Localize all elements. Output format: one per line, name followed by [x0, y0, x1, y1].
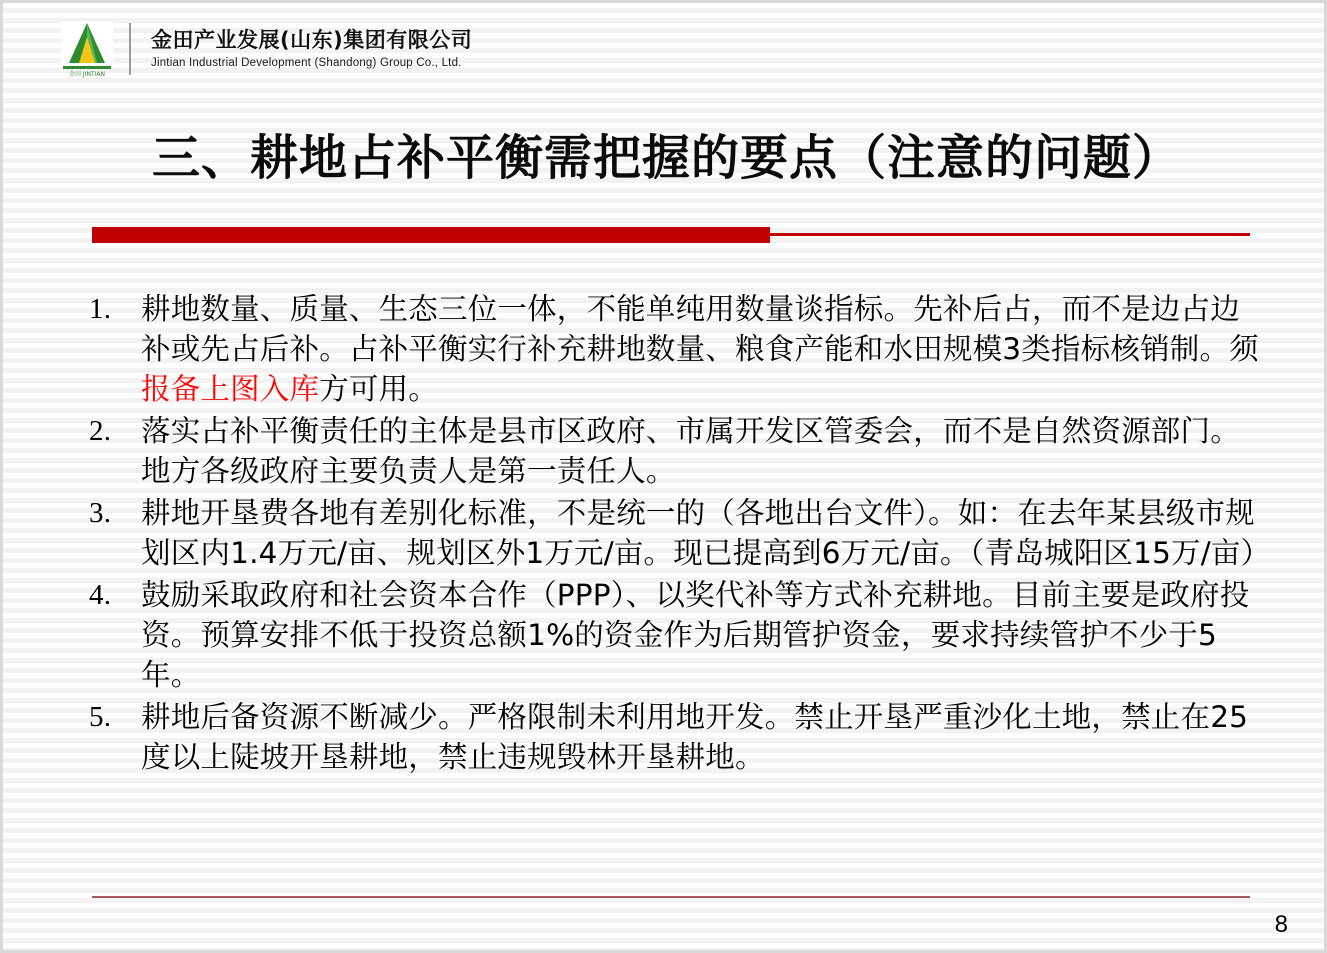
- list-item-text: [141, 414, 1240, 488]
- list-item-marker: 5.: [89, 701, 112, 733]
- logo-divider: [129, 23, 131, 75]
- company-name-block: [151, 27, 472, 68]
- list-item-marker: 4.: [89, 579, 112, 611]
- list-item-text: [141, 578, 1249, 692]
- underline-thin-bar: [770, 233, 1250, 236]
- plain-text: 方可用。: [319, 372, 439, 406]
- list-item: [89, 493, 1271, 573]
- page-number: 8: [1274, 911, 1288, 938]
- list-item-text: [141, 700, 1248, 774]
- list-item-marker: 1.: [89, 293, 112, 325]
- plain-text: 耕地开垦费各地有差别化标准，不是统一的（各地出台文件）。如：在去年某县级市规划区内1.4万元/亩、规划区外1万元/亩。现已提高到6万元/亩。（青岛城阳区15万/亩）: [141, 496, 1271, 570]
- list-item-text: [141, 496, 1270, 570]
- plain-text: 耕地后备资源不断减少。严格限制未利用地开发。禁止开垦严重沙化土地，禁止在25度以上陡坡开垦耕地，禁止违规毁林开垦耕地。: [141, 700, 1249, 774]
- list-item-text: [141, 292, 1259, 406]
- company-name-en: Jintian Industrial Development (Shandong) Group Co., Ltd.: [151, 56, 462, 69]
- plain-text: 鼓励采取政府和社会资本合作（PPP）、以奖代补等方式补充耕地。目前主要是政府投资。预算安排不低于投资总额1%的资金作为后期管护资金，要求持续管护不少于5年。: [141, 578, 1250, 692]
- footer-divider: [92, 896, 1250, 898]
- title-underline: [92, 227, 1250, 243]
- plain-text: 耕地数量、质量、生态三位一体，不能单纯用数量谈指标。先补后占，而不是边占边补或先占后补。占补平衡实行补充耕地数量、粮食产能和水田规模3类指标核销制。须: [141, 292, 1259, 366]
- jintian-pyramid-logo-icon: [59, 17, 121, 79]
- svg-text:金田 JINTIAN: 金田 JINTIAN: [69, 71, 105, 78]
- underline-thick-bar: [92, 227, 770, 243]
- list-item: [89, 697, 1259, 777]
- highlighted-text: 报备上图入库: [141, 372, 320, 406]
- list-item: [89, 289, 1259, 409]
- list-item: [89, 575, 1259, 695]
- list-item-marker: 2.: [89, 415, 112, 447]
- numbered-points-list: [89, 289, 1271, 777]
- plain-text: 落实占补平衡责任的主体是县市区政府、市属开发区管委会，而不是自然资源部门。地方各级政府主要负责人是第一责任人。: [141, 414, 1240, 488]
- page-title: 三、耕地占补平衡需把握的要点（注意的问题）: [151, 130, 1181, 186]
- slide-header: [59, 17, 472, 79]
- list-item: [89, 411, 1259, 491]
- list-item-marker: 3.: [89, 497, 112, 529]
- company-name-cn: 金田产业发展(山东)集团有限公司: [151, 28, 473, 53]
- slide-body: [89, 289, 1271, 779]
